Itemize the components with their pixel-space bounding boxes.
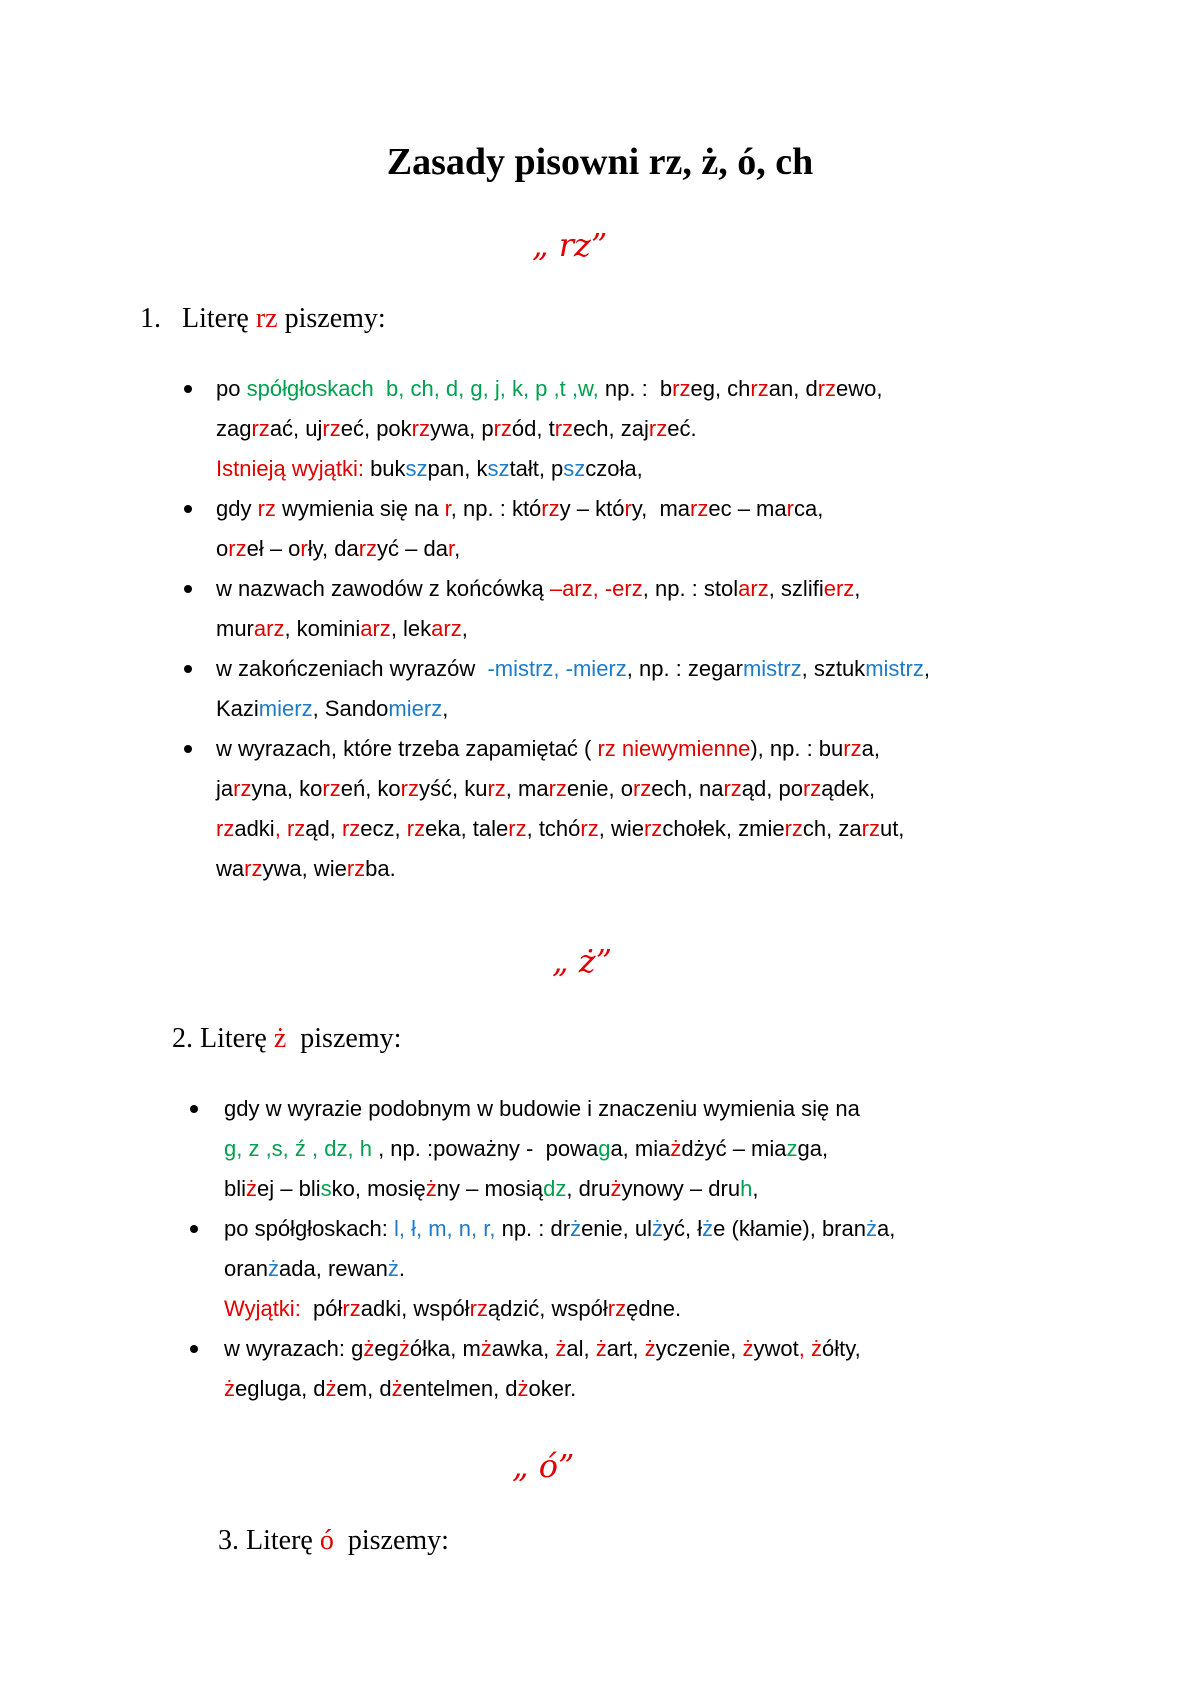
- bullet-icon: [184, 585, 192, 593]
- bullet-icon: [190, 1105, 198, 1113]
- section-heading-rz: 1. Literę rz piszemy:: [140, 303, 386, 334]
- rule-line: żegluga, dżem, dżentelmen, dżoker.: [224, 1376, 577, 1401]
- bullet-icon: [190, 1225, 198, 1233]
- rule-line: warzywa, wierzba.: [216, 856, 396, 881]
- rule-line: po spółgłoskach b, ch, d, g, j, k, p ,t ,w, np. : brzeg, chrzan, drzewo,: [216, 376, 883, 401]
- bullet-icon: [184, 505, 192, 513]
- exceptions-line: Wyjątki: półrzadki, współrządzić, współrzędne.: [224, 1296, 682, 1321]
- rule-line: gdy rz wymienia się na r, np. : którzy – który, marzec – marca,: [216, 496, 824, 521]
- section-mark-zh: „ ż”: [552, 942, 612, 980]
- rule-line: w zakończeniach wyrazów -mistrz, -mierz, np. : zegarmistrz, sztukmistrz,: [216, 656, 930, 681]
- section-mark-o: „ ó”: [512, 1447, 575, 1485]
- rule-line: oranżada, rewanż.: [224, 1256, 406, 1281]
- section-heading-zh: 2. Literę ż piszemy:: [172, 1023, 402, 1054]
- bullet-icon: [184, 665, 192, 673]
- section-mark-rz: „ rz”: [532, 226, 608, 264]
- rule-line: jarzyna, korzeń, korzyść, kurz, marzenie, orzech, narząd, porządek,: [216, 776, 876, 801]
- rule-line: w wyrazach, które trzeba zapamiętać ( rz niewymienne), np. : burza,: [216, 736, 880, 761]
- rule-line: zagrzać, ujrzeć, pokrzywa, przód, trzech, zajrzeć.: [216, 416, 697, 441]
- rule-line: bliżej – blisko, mosiężny – mosiądz, drużynowy – druh,: [224, 1176, 759, 1201]
- section-heading-o: 3. Literę ó piszemy:: [218, 1525, 449, 1556]
- rule-line: g, z ,s, ź , dz, h , np. :poważny - powaga, miażdżyć – miazga,: [224, 1136, 829, 1161]
- page-title: Zasady pisowni rz, ż, ó, ch: [386, 141, 814, 183]
- rule-line: Kazimierz, Sandomierz,: [216, 696, 449, 721]
- rule-line: orzeł – orły, darzyć – dar,: [216, 536, 461, 561]
- rule-line: murarz, kominiarz, lekarz,: [216, 616, 468, 641]
- rule-line: w nazwach zawodów z końcówką –arz, -erz, np. : stolarz, szlifierz,: [216, 576, 861, 601]
- rule-line: gdy w wyrazie podobnym w budowie i znaczeniu wymienia się na: [224, 1096, 860, 1121]
- bullet-icon: [184, 745, 192, 753]
- rule-line: po spółgłoskach: l, ł, m, n, r, np. : drżenie, ulżyć, łże (kłamie), branża,: [224, 1216, 896, 1241]
- bullet-icon: [190, 1345, 198, 1353]
- bullet-icon: [184, 385, 192, 393]
- exceptions-line: Istnieją wyjątki: bukszpan, kształt, pszczoła,: [216, 456, 643, 481]
- rule-line: w wyrazach: gżegżółka, mżawka, żal, żart, życzenie, żywot, żółty,: [224, 1336, 861, 1361]
- rule-line: rzadki, rząd, rzecz, rzeka, talerz, tchórz, wierzchołek, zmierzch, zarzut,: [216, 816, 905, 841]
